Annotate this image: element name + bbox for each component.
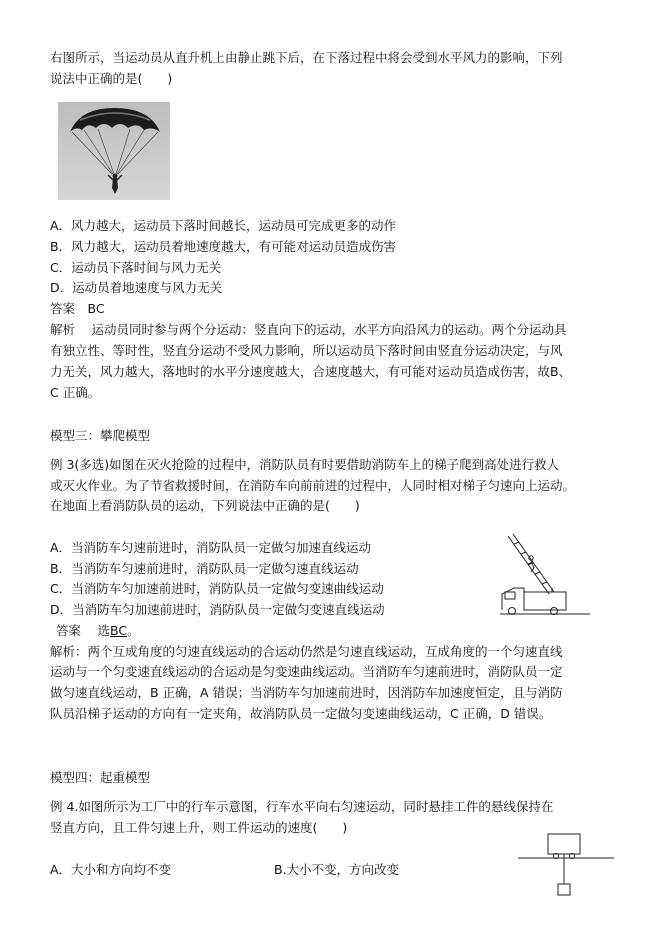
model-3-answer-suffix: 。 (127, 623, 140, 638)
model-4-title: 模型四：起重模型 (50, 770, 151, 785)
fire-truck-ladder-illustration (494, 532, 594, 620)
model-3-stem-line-1: 例 3(多选)如图在灭火抢险的过程中，消防队员有时要借助消防车上的梯子爬到高处进行救人 (50, 457, 560, 472)
crane-diagram (516, 828, 616, 898)
model-3-answer-value: BC (109, 623, 128, 638)
model-3-analysis-line-4: 队员沿梯子运动的方向有一定夹角，故消防队员一定做匀变速曲线运动，C 正确，D 错误。 (50, 706, 552, 721)
parachute-photo (58, 102, 170, 200)
model-4-stem-line-2: 竖直方向，且工件匀速上升，则工件运动的速度( ) (50, 820, 348, 835)
model-3-answer (56, 623, 140, 639)
answer: 答案 BC (50, 301, 105, 316)
model-4-stem-line-1: 例 4.如图所示为工厂中的行车示意图，行车水平向右匀速运动，同时悬挂工件的悬线保持在 (50, 799, 554, 814)
model-3-analysis-line-3: 做匀速直线运动，B 正确，A 错误；当消防车匀加速前进时，因消防车加速度恒定，且与消防 (50, 685, 563, 700)
option-d: D．运动员着地速度与风力无关 (50, 280, 223, 295)
parachutist-illustration (58, 102, 170, 200)
model-3-analysis-line-1: 解析：两个互成角度的匀速直线运动的合运动仍然是匀速直线运动，互成角度的一个匀速直线 (50, 644, 563, 659)
option-b: B．风力越大，运动员着地速度越大，有可能对运动员造成伤害 (50, 239, 397, 254)
model-3-option-c: C．当消防车匀加速前进时，消防队员一定做匀变速曲线运动 (50, 581, 384, 596)
model-3-stem-line-2: 或灭火作业。为了节省救援时间，在消防车向前前进的过程中，人同时相对梯子匀速向上运动。 (50, 478, 576, 493)
model-3-option-b: B．当消防车匀速前进时，消防队员一定做匀速直线运动 (50, 561, 359, 576)
overhead-crane-illustration (516, 828, 616, 898)
model-3-analysis-line-2: 运动与一个匀变速直线运动的合运动是匀变速曲线运动。当消防车匀速前进时，消防队员一定 (50, 664, 563, 679)
analysis-line-3: 力无关，风力越大，落地时的水平分速度越大，合速度越大，有可能对运动员造成伤害，故B、 (50, 364, 572, 379)
analysis-line-4: C 正确。 (50, 385, 101, 400)
analysis-line-2: 有独立性、等时性，竖直分运动不受风力影响，所以运动员下落时间由竖直分运动决定，与风 (50, 343, 563, 358)
question-intro-line-1: 右图所示，当运动员从直升机上由静止跳下后，在下落过程中将会受到水平风力的影响，下列 (50, 50, 563, 65)
analysis-line-1: 解析 运动员同时参与两个分运动：竖直向下的运动，水平方向沿风力的运动。两个分运动具 (50, 322, 567, 337)
model-3-option-a: A．当消防车匀速前进时，消防队员一定做匀加速直线运动 (50, 540, 372, 555)
model-3-answer-prefix: 答案 选 (56, 623, 110, 638)
model-3-option-d: D．当消防车匀加速前进时，消防队员一定做匀变速直线运动 (50, 602, 385, 617)
model-4-option-b: B.大小不变，方向改变 (274, 862, 400, 877)
question-intro-line-2: 说法中正确的是( ) (50, 71, 173, 86)
model-3-title: 模型三：攀爬模型 (50, 428, 151, 443)
model-4-option-a: A．大小和方向均不变 (50, 862, 172, 877)
option-c: C．运动员下落时间与风力无关 (50, 260, 222, 275)
model-3-stem-line-3: 在地面上看消防队员的运动，下列说法中正确的是( ) (50, 498, 360, 513)
option-a: A．风力越大，运动员下落时间越长，运动员可完成更多的动作 (50, 218, 397, 233)
fire-truck-diagram (494, 532, 594, 620)
